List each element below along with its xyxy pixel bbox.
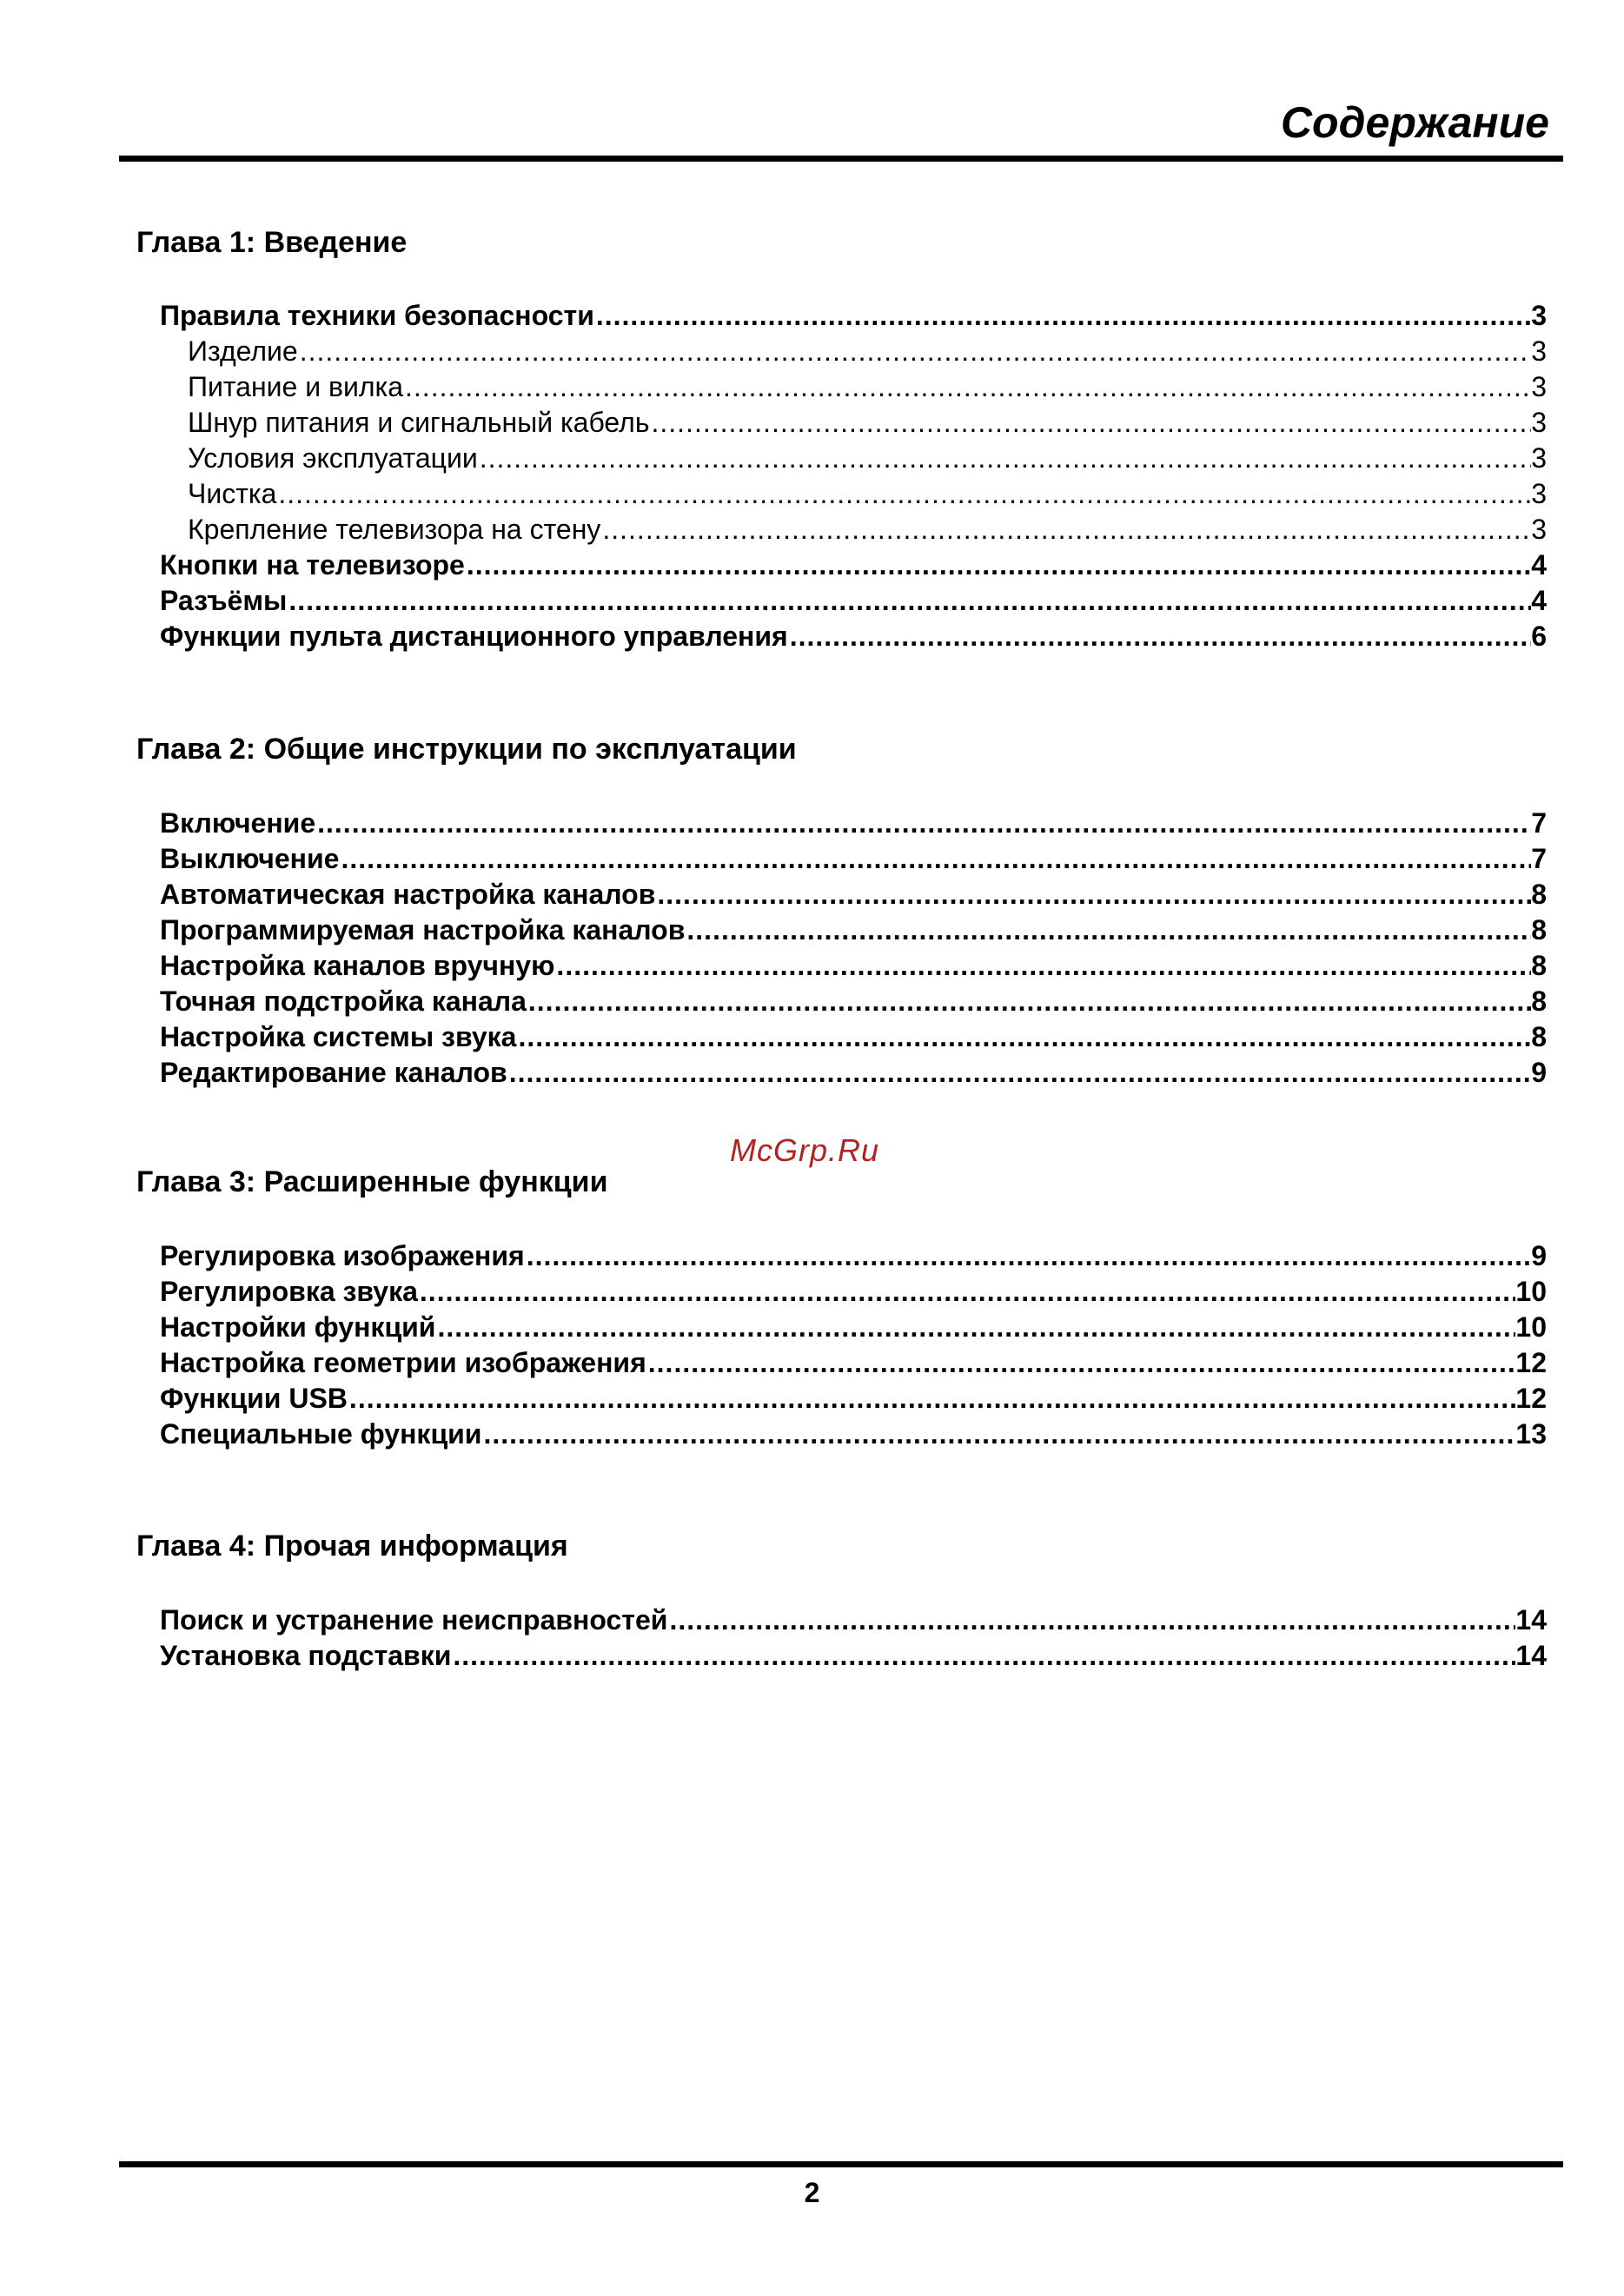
toc-entry[interactable] [160,912,1547,948]
toc-entry-page: 4 [1531,585,1547,616]
toc-entry-page: 14 [1515,1640,1547,1671]
toc-entry-page: 7 [1531,843,1547,874]
toc-subentry[interactable] [160,512,1547,547]
toc-entry-label: Редактирование каналов [160,1057,507,1088]
toc-entry-page: 9 [1531,1057,1547,1088]
toc-entry[interactable] [160,1274,1547,1310]
header-rule [119,156,1563,162]
toc-entry-page: 3 [1531,407,1547,438]
toc-entry-page: 8 [1531,1021,1547,1052]
dot-leader [655,877,1531,912]
dot-leader [667,1603,1515,1638]
chapter-3-heading: Глава 3: Расширенные функции [136,1165,608,1198]
toc-entry[interactable] [160,1417,1547,1452]
chapter-3-entries [160,1238,1547,1452]
toc-entry[interactable] [160,1381,1547,1417]
toc-entry-label: Изделие [188,335,298,367]
toc-entry[interactable] [160,547,1547,583]
toc-entry-page: 8 [1531,879,1547,910]
toc-entry-label: Специальные функции [160,1418,482,1450]
toc-entry-label: Поиск и устранение неисправностей [160,1604,668,1636]
dot-leader [298,334,1531,369]
toc-entry-label: Регулировка изображения [160,1240,525,1271]
toc-entry-label: Настройка каналов вручную [160,950,555,981]
chapter-4-entries [160,1603,1547,1674]
dot-leader [594,298,1531,334]
toc-entry-label: Функции USB [160,1383,348,1414]
toc-entry-page: 3 [1531,442,1547,474]
toc-entry[interactable] [160,298,1547,334]
toc-entry-label: Программируемая настройка каналов [160,914,686,946]
toc-entry-label: Настройка геометрии изображения [160,1347,646,1378]
toc-entry-page: 7 [1531,807,1547,839]
toc-entry[interactable] [160,1310,1547,1345]
toc-entry-label: Автоматическая настройка каналов [160,879,656,910]
watermark: McGrp.Ru [730,1132,880,1168]
toc-entry[interactable] [160,1238,1547,1274]
dot-leader [600,512,1531,547]
toc-entry-label: Точная подстройка канала [160,985,527,1017]
dot-leader [527,984,1531,1019]
toc-subentry[interactable] [160,441,1547,476]
toc-entry-page: 3 [1531,478,1547,509]
dot-leader [276,476,1531,512]
toc-entry-label: Установка подставки [160,1640,452,1671]
toc-entry-label: Настройки функций [160,1311,436,1343]
toc-entry-label: Регулировка звука [160,1276,418,1307]
toc-entry-label: Крепление телевизора на стену [188,514,601,545]
toc-entry[interactable] [160,877,1547,912]
toc-entry-label: Функции пульта дистанционного управления [160,620,788,652]
toc-entry-page: 6 [1531,620,1547,652]
toc-entry-page: 9 [1531,1240,1547,1271]
dot-leader [418,1274,1516,1310]
toc-subentry[interactable] [160,334,1547,369]
toc-entry[interactable] [160,806,1547,841]
page-number: 2 [804,2177,820,2208]
dot-leader [516,1019,1531,1055]
toc-subentry[interactable] [160,405,1547,441]
dot-leader [435,1310,1515,1345]
dot-leader [646,1345,1516,1381]
toc-entry-label: Выключение [160,843,340,874]
toc-entry-page: 13 [1515,1418,1547,1450]
dot-leader [481,1417,1515,1452]
dot-leader [525,1238,1532,1274]
toc-entry-page: 3 [1531,335,1547,367]
chapter-4-heading: Глава 4: Прочая информация [136,1530,568,1563]
toc-entry-page: 10 [1515,1311,1547,1343]
dot-leader [315,806,1531,841]
toc-entry[interactable] [160,984,1547,1019]
toc-entry[interactable] [160,1019,1547,1055]
dot-leader [650,405,1532,441]
dot-leader [451,1638,1515,1674]
toc-entry[interactable] [160,619,1547,654]
dot-leader [478,441,1532,476]
chapter-2-heading: Глава 2: Общие инструкции по эксплуатации [136,733,797,766]
dot-leader [348,1381,1515,1417]
dot-leader [788,619,1531,654]
dot-leader [339,841,1531,877]
chapter-1-heading: Глава 1: Введение [136,226,408,259]
toc-entry-page: 4 [1531,549,1547,581]
toc-entry[interactable] [160,948,1547,984]
toc-entry-label: Шнур питания и сигнальный кабель [188,407,650,438]
toc-entry-page: 8 [1531,985,1547,1017]
toc-entry-page: 3 [1531,300,1547,331]
dot-leader [507,1055,1532,1091]
toc-entry-page: 8 [1531,950,1547,981]
dot-leader [287,583,1531,619]
toc-entry-label: Условия эксплуатации [188,442,478,474]
footer-rule [119,2161,1563,2167]
toc-entry-label: Питание и вилка [188,371,404,402]
toc-entry-page: 3 [1531,514,1547,545]
toc-entry[interactable] [160,1603,1547,1638]
dot-leader [685,912,1531,948]
toc-subentry[interactable] [160,369,1547,405]
toc-entry[interactable] [160,1345,1547,1381]
chapter-2-entries [160,806,1547,1091]
dot-leader [465,547,1531,583]
toc-entry-page: 10 [1515,1276,1547,1307]
toc-entry-label: Чистка [188,478,277,509]
dot-leader [403,369,1531,405]
toc-subentry[interactable] [160,476,1547,512]
toc-entry-page: 12 [1515,1383,1547,1414]
page-title: Содержание [1280,98,1549,147]
toc-entry[interactable] [160,1055,1547,1091]
toc-entry[interactable] [160,1638,1547,1674]
toc-entry-page: 8 [1531,914,1547,946]
toc-entry-label: Правила техники безопасности [160,300,594,331]
toc-entry-page: 12 [1515,1347,1547,1378]
toc-entry[interactable] [160,583,1547,619]
toc-entry[interactable] [160,841,1547,877]
toc-entry-label: Настройка системы звука [160,1021,517,1052]
toc-entry-label: Включение [160,807,316,839]
chapter-1-entries [160,298,1547,654]
toc-entry-label: Разъёмы [160,585,288,616]
dot-leader [554,948,1531,984]
toc-entry-page: 3 [1531,371,1547,402]
toc-entry-page: 14 [1515,1604,1547,1636]
toc-entry-label: Кнопки на телевизоре [160,549,465,581]
